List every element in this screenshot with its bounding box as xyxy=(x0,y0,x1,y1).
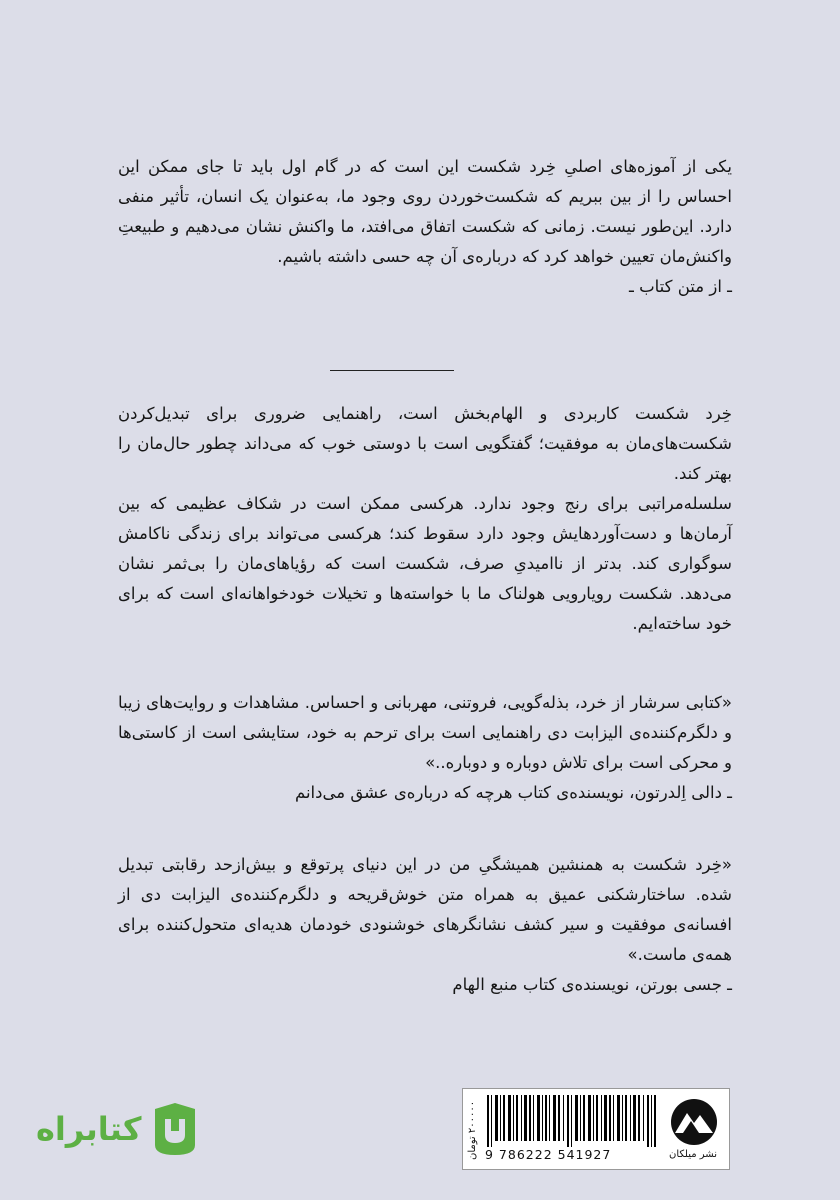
review-2-attribution: ـ جسی بورتن، نویسنده‌ی کتاب منبع الهام xyxy=(452,975,732,994)
publisher-name: نشر میلکان xyxy=(669,1149,717,1160)
price-label: ۲۰۰۰۰۰ تومان xyxy=(467,1100,478,1160)
description-paragraph-1: خِرد شکست کاربردی و الهام‌بخش است، راهنمایی ضروری برای تبدیل‌کردن شکست‌های‌مان به موفقیت؛ گفتگویی است با دوستی خوب که می‌داند چطور حال‌مان را بهتر کند. xyxy=(118,404,732,483)
divider-line xyxy=(330,370,454,371)
review-1-text: «کتابی سرشار از خرد، بذله‌گویی، فروتنی، مهربانی و احساس. مشاهدات و روایت‌های زیبا و دلگرم‌کننده‌ی الیزابت دی راهنمایی است برای ترحم به خود، ستایشی است از کاستی‌ها و محرکی است برای تلاش دوباره و دوباره..» xyxy=(118,693,732,772)
description-paragraph-2: سلسله‌مراتبی برای رنج وجود ندارد. هرکسی ممکن است در شکاف عظیمی که بین آرمان‌ها و دست‌آوردهایش وجود دارد سقوط کند؛ هرکسی می‌تواند برای زندگی ناکامش سوگواری کند. بدتر از ناامیدیِ صرف، شکست است که رؤیاهای‌مان را بی‌ثمر نشان می‌دهد. شکست رویارویی هولناک ما با خواسته‌ها و تخیلات خودخواهانه‌ای است که برای خود ساخته‌ایم. xyxy=(118,494,732,633)
ketabrah-logo xyxy=(36,1094,216,1164)
review-1-block xyxy=(118,688,732,808)
publisher-mountain-icon xyxy=(665,1097,723,1147)
review-2-block xyxy=(118,850,732,1000)
review-1-attribution: ـ دالی اِلدرتون، نویسنده‌ی کتاب هرچه که درباره‌ی عشق می‌دانم xyxy=(294,783,732,802)
ketabrah-book-icon xyxy=(149,1101,201,1157)
description-block xyxy=(118,399,732,639)
review-2-text: «خِرد شکست به همنشین همیشگیِ من در این دنیای پرتوقع و بیش‌ازحد رقابتی تبدیل شده. ساختارشکنی عمیق به همراه متن خوش‌قریحه و دلگرم‌کننده‌ی الیزابت دی از افسانه‌ی موفقیت و سیر کشف نشانگرهای خوشنودی خودمان هدیه‌ای متحول‌کننده برای همه‌ی ماست.» xyxy=(118,855,732,964)
excerpt-text: یکی از آموزه‌های اصلیِ خِرد شکست این است که در گام اول باید تا جای ممکن این احساس را از بین ببریم که شکست‌خوردن روی وجود ما، به‌عنوان یک انسان، تأثیر منفی دارد. این‌طور نیست. زمانی که شکست اتفاق می‌افتد، ما واکنش نشان می‌دهیم و طبیعتِ واکنش‌مان تعیین خواهد کرد که درباره‌ی آن چه حسی داشته باشیم. xyxy=(118,157,732,266)
excerpt-block xyxy=(118,152,732,302)
excerpt-attribution: ـ از متن کتاب ـ xyxy=(629,277,732,296)
isbn-number: 9 786222 541927 xyxy=(485,1147,612,1162)
barcode-icon xyxy=(487,1095,657,1147)
ketabrah-logo-text: کتابراه xyxy=(36,1110,142,1148)
barcode-panel xyxy=(462,1088,730,1170)
